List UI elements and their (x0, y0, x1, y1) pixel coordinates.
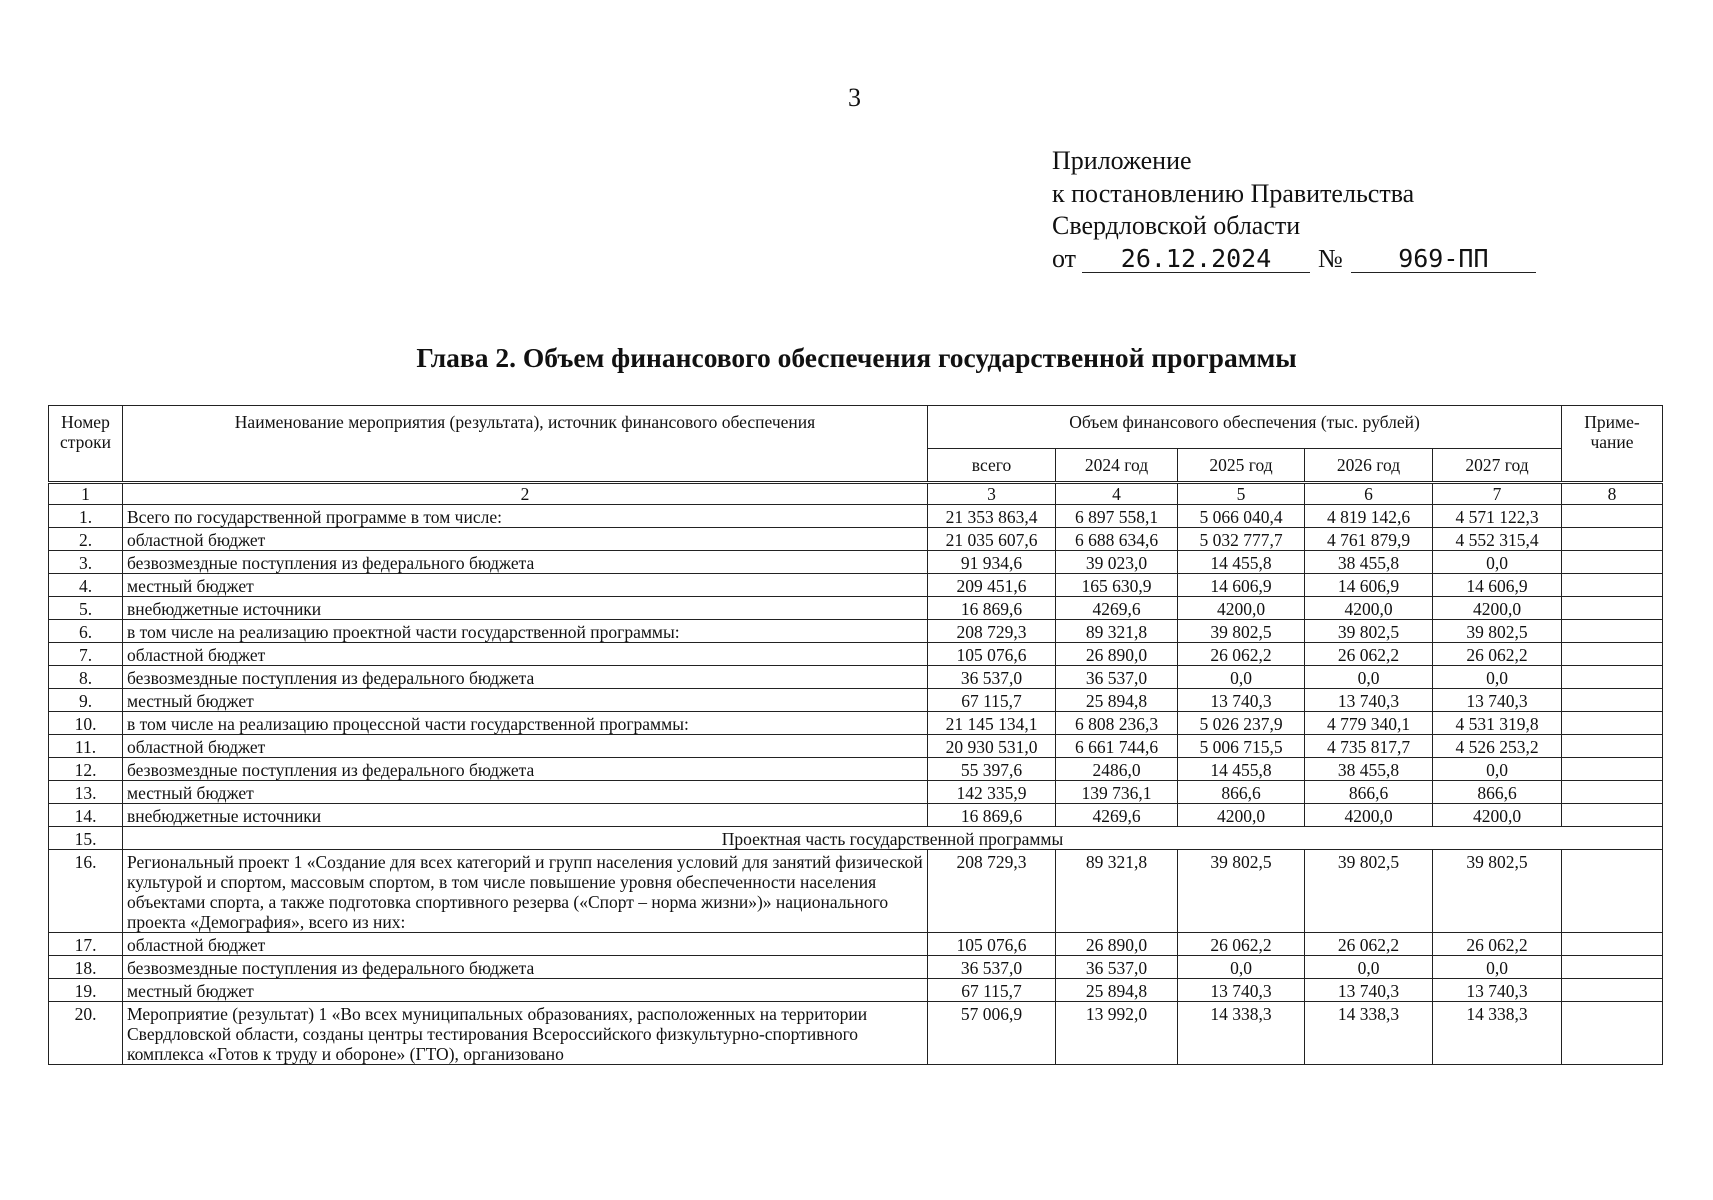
year-2027-cell: 0,0 (1433, 956, 1562, 979)
total-cell: 105 076,6 (928, 643, 1056, 666)
year-2026-cell: 38 455,8 (1305, 758, 1433, 781)
year-2024-cell: 139 736,1 (1056, 781, 1178, 804)
note-cell (1562, 1002, 1663, 1065)
table-row (49, 735, 1663, 758)
year-2026-cell: 4200,0 (1305, 804, 1433, 827)
table-row (49, 781, 1663, 804)
total-cell: 105 076,6 (928, 933, 1056, 956)
year-2027-cell: 13 740,3 (1433, 689, 1562, 712)
year-2024-cell: 36 537,0 (1056, 956, 1178, 979)
note-cell (1562, 528, 1663, 551)
year-2026-cell: 14 606,9 (1305, 574, 1433, 597)
row-number-cell: 1. (49, 505, 123, 528)
year-2026-cell: 38 455,8 (1305, 551, 1433, 574)
header-name: Наименование мероприятия (результата), источник финансового обеспечения (123, 406, 928, 483)
row-number-cell: 12. (49, 758, 123, 781)
table-row (49, 758, 1663, 781)
table-row (49, 643, 1663, 666)
year-2026-cell: 0,0 (1305, 956, 1433, 979)
header-2024: 2024 год (1056, 449, 1178, 483)
from-label: от (1052, 243, 1077, 273)
section-title: Проектная часть государственной программы (123, 827, 1663, 850)
total-cell: 67 115,7 (928, 689, 1056, 712)
table-row (49, 689, 1663, 712)
year-2026-cell: 4 819 142,6 (1305, 505, 1433, 528)
year-2027-cell: 39 802,5 (1433, 620, 1562, 643)
number-label: № (1318, 243, 1343, 273)
header-note: Приме-чание (1562, 406, 1663, 483)
note-cell (1562, 620, 1663, 643)
row-number-cell: 19. (49, 979, 123, 1002)
row-number-cell: 4. (49, 574, 123, 597)
year-2024-cell: 89 321,8 (1056, 850, 1178, 933)
total-cell: 55 397,6 (928, 758, 1056, 781)
header-2026: 2026 год (1305, 449, 1433, 483)
chapter-title: Глава 2. Объем финансового обеспечения государственной программы (416, 342, 1297, 373)
row-name-cell: областной бюджет (123, 528, 928, 551)
year-2025-cell: 13 740,3 (1178, 689, 1305, 712)
year-2024-cell: 39 023,0 (1056, 551, 1178, 574)
total-cell: 21 145 134,1 (928, 712, 1056, 735)
year-2025-cell: 14 606,9 (1178, 574, 1305, 597)
year-2026-cell: 26 062,2 (1305, 933, 1433, 956)
year-2026-cell: 866,6 (1305, 781, 1433, 804)
year-2025-cell: 39 802,5 (1178, 620, 1305, 643)
table-row (49, 528, 1663, 551)
table-row (49, 956, 1663, 979)
row-name-cell: безвозмездные поступления из федерального бюджета (123, 956, 928, 979)
row-name-cell: местный бюджет (123, 689, 928, 712)
year-2027-cell: 13 740,3 (1433, 979, 1562, 1002)
header-2027: 2027 год (1433, 449, 1562, 483)
year-2026-cell: 4 735 817,7 (1305, 735, 1433, 758)
row-name-cell: Мероприятие (результат) 1 «Во всех муниципальных образованиях, расположенных на территории Свердловской области, созданы центры тестирования Всероссийского физкультурно-спортивного комплекса «Готов к труду и обороне» (ГТО), организовано (123, 1002, 928, 1065)
year-2024-cell: 25 894,8 (1056, 979, 1178, 1002)
row-number-cell: 2. (49, 528, 123, 551)
table-row (49, 597, 1663, 620)
row-name-cell: безвозмездные поступления из федерального бюджета (123, 551, 928, 574)
row-number-cell: 20. (49, 1002, 123, 1065)
appendix-block (1052, 145, 1536, 275)
year-2024-cell: 4269,6 (1056, 597, 1178, 620)
year-2026-cell: 0,0 (1305, 666, 1433, 689)
header-volume: Объем финансового обеспечения (тыс. рублей) (928, 406, 1562, 449)
year-2027-cell: 26 062,2 (1433, 933, 1562, 956)
year-2026-cell: 39 802,5 (1305, 620, 1433, 643)
row-number-cell: 8. (49, 666, 123, 689)
total-cell: 208 729,3 (928, 620, 1056, 643)
total-cell: 16 869,6 (928, 804, 1056, 827)
table-row (49, 551, 1663, 574)
year-2027-cell: 4 571 122,3 (1433, 505, 1562, 528)
year-2027-cell: 4 531 319,8 (1433, 712, 1562, 735)
row-number-cell: 6. (49, 620, 123, 643)
year-2024-cell: 26 890,0 (1056, 643, 1178, 666)
year-2027-cell: 4 526 253,2 (1433, 735, 1562, 758)
year-2024-cell: 6 897 558,1 (1056, 505, 1178, 528)
column-number: 8 (1562, 483, 1663, 505)
row-name-cell: областной бюджет (123, 643, 928, 666)
year-2025-cell: 5 032 777,7 (1178, 528, 1305, 551)
year-2026-cell: 4 761 879,9 (1305, 528, 1433, 551)
total-cell: 16 869,6 (928, 597, 1056, 620)
note-cell (1562, 956, 1663, 979)
note-cell (1562, 574, 1663, 597)
row-name-cell: областной бюджет (123, 735, 928, 758)
note-cell (1562, 551, 1663, 574)
decree-date: 26.12.2024 (1082, 246, 1310, 273)
appendix-line-3: Свердловской области (1052, 211, 1301, 240)
row-name-cell: безвозмездные поступления из федерального бюджета (123, 758, 928, 781)
year-2027-cell: 0,0 (1433, 666, 1562, 689)
year-2026-cell: 39 802,5 (1305, 850, 1433, 933)
page-number: 3 (848, 83, 861, 112)
year-2025-cell: 13 740,3 (1178, 979, 1305, 1002)
year-2025-cell: 4200,0 (1178, 804, 1305, 827)
year-2026-cell: 13 740,3 (1305, 979, 1433, 1002)
table-row (49, 804, 1663, 827)
table-row (49, 933, 1663, 956)
year-2025-cell: 866,6 (1178, 781, 1305, 804)
table-row (49, 666, 1663, 689)
total-cell: 36 537,0 (928, 956, 1056, 979)
note-cell (1562, 781, 1663, 804)
row-number-cell: 16. (49, 850, 123, 933)
year-2025-cell: 14 455,8 (1178, 758, 1305, 781)
row-name-cell: внебюджетные источники (123, 597, 928, 620)
year-2027-cell: 4200,0 (1433, 804, 1562, 827)
year-2026-cell: 13 740,3 (1305, 689, 1433, 712)
total-cell: 21 035 607,6 (928, 528, 1056, 551)
year-2027-cell: 866,6 (1433, 781, 1562, 804)
column-number: 1 (49, 483, 123, 505)
year-2027-cell: 0,0 (1433, 551, 1562, 574)
table-row (49, 574, 1663, 597)
year-2024-cell: 4269,6 (1056, 804, 1178, 827)
note-cell (1562, 933, 1663, 956)
table-row (49, 850, 1663, 933)
row-name-cell: внебюджетные источники (123, 804, 928, 827)
year-2027-cell: 14 606,9 (1433, 574, 1562, 597)
year-2025-cell: 26 062,2 (1178, 933, 1305, 956)
note-cell (1562, 804, 1663, 827)
year-2024-cell: 2486,0 (1056, 758, 1178, 781)
appendix-line-2: к постановлению Правительства (1052, 178, 1415, 208)
column-number: 7 (1433, 483, 1562, 505)
total-cell: 67 115,7 (928, 979, 1056, 1002)
column-numbers-row (49, 483, 1663, 505)
row-name-cell: безвозмездные поступления из федерального бюджета (123, 666, 928, 689)
note-cell (1562, 689, 1663, 712)
year-2025-cell: 39 802,5 (1178, 850, 1305, 933)
header-total: всего (928, 449, 1056, 483)
note-cell (1562, 505, 1663, 528)
row-name-cell: Всего по государственной программе в том числе: (123, 505, 928, 528)
header-row-number: Номер строки (49, 406, 123, 483)
total-cell: 21 353 863,4 (928, 505, 1056, 528)
total-cell: 91 934,6 (928, 551, 1056, 574)
note-cell (1562, 735, 1663, 758)
column-number: 6 (1305, 483, 1433, 505)
note-cell (1562, 666, 1663, 689)
total-cell: 208 729,3 (928, 850, 1056, 933)
year-2025-cell: 14 455,8 (1178, 551, 1305, 574)
row-number-cell: 5. (49, 597, 123, 620)
row-name-cell: местный бюджет (123, 781, 928, 804)
year-2025-cell: 4200,0 (1178, 597, 1305, 620)
row-number-cell: 9. (49, 689, 123, 712)
row-name-cell: местный бюджет (123, 979, 928, 1002)
note-cell (1562, 597, 1663, 620)
table-row (49, 979, 1663, 1002)
row-name-cell: в том числе на реализацию процессной части государственной программы: (123, 712, 928, 735)
year-2024-cell: 25 894,8 (1056, 689, 1178, 712)
total-cell: 36 537,0 (928, 666, 1056, 689)
column-number: 3 (928, 483, 1056, 505)
column-number: 2 (123, 483, 928, 505)
column-number: 4 (1056, 483, 1178, 505)
year-2027-cell: 0,0 (1433, 758, 1562, 781)
appendix-line-1: Приложение (1052, 146, 1192, 175)
note-cell (1562, 850, 1663, 933)
note-cell (1562, 643, 1663, 666)
year-2024-cell: 89 321,8 (1056, 620, 1178, 643)
row-name-cell: областной бюджет (123, 933, 928, 956)
row-number-cell: 17. (49, 933, 123, 956)
year-2025-cell: 14 338,3 (1178, 1002, 1305, 1065)
year-2027-cell: 4200,0 (1433, 597, 1562, 620)
year-2025-cell: 5 006 715,5 (1178, 735, 1305, 758)
note-cell (1562, 758, 1663, 781)
row-number-cell: 14. (49, 804, 123, 827)
year-2026-cell: 4 779 340,1 (1305, 712, 1433, 735)
appendix-date-line (1052, 243, 1536, 276)
row-name-cell: в том числе на реализацию проектной части государственной программы: (123, 620, 928, 643)
total-cell: 20 930 531,0 (928, 735, 1056, 758)
year-2025-cell: 0,0 (1178, 956, 1305, 979)
total-cell: 209 451,6 (928, 574, 1056, 597)
year-2024-cell: 26 890,0 (1056, 933, 1178, 956)
year-2024-cell: 13 992,0 (1056, 1002, 1178, 1065)
year-2025-cell: 5 066 040,4 (1178, 505, 1305, 528)
table-row (49, 712, 1663, 735)
year-2027-cell: 14 338,3 (1433, 1002, 1562, 1065)
header-2025: 2025 год (1178, 449, 1305, 483)
year-2024-cell: 6 808 236,3 (1056, 712, 1178, 735)
row-number-cell: 11. (49, 735, 123, 758)
year-2027-cell: 39 802,5 (1433, 850, 1562, 933)
row-number-cell: 7. (49, 643, 123, 666)
row-name-cell: Региональный проект 1 «Создание для всех категорий и групп населения условий для занятий физической культурой и спортом, массовым спортом, в том числе повышение уровня обеспеченности населения объектами спорта, а также подготовка спортивного резерва («Спорт – норма жизни»)» национального проекта «Демография», всего из них: (123, 850, 928, 933)
row-number-cell: 3. (49, 551, 123, 574)
year-2026-cell: 4200,0 (1305, 597, 1433, 620)
year-2026-cell: 14 338,3 (1305, 1002, 1433, 1065)
row-number-cell: 15. (49, 827, 123, 850)
year-2025-cell: 26 062,2 (1178, 643, 1305, 666)
year-2024-cell: 6 661 744,6 (1056, 735, 1178, 758)
year-2026-cell: 26 062,2 (1305, 643, 1433, 666)
section-row (49, 827, 1663, 850)
year-2025-cell: 5 026 237,9 (1178, 712, 1305, 735)
row-number-cell: 18. (49, 956, 123, 979)
year-2024-cell: 165 630,9 (1056, 574, 1178, 597)
row-name-cell: местный бюджет (123, 574, 928, 597)
year-2027-cell: 26 062,2 (1433, 643, 1562, 666)
year-2024-cell: 36 537,0 (1056, 666, 1178, 689)
table-row (49, 1002, 1663, 1065)
note-cell (1562, 979, 1663, 1002)
table-row (49, 505, 1663, 528)
total-cell: 57 006,9 (928, 1002, 1056, 1065)
note-cell (1562, 712, 1663, 735)
year-2025-cell: 0,0 (1178, 666, 1305, 689)
row-number-cell: 10. (49, 712, 123, 735)
finance-table (48, 405, 1663, 1065)
year-2024-cell: 6 688 634,6 (1056, 528, 1178, 551)
total-cell: 142 335,9 (928, 781, 1056, 804)
column-number: 5 (1178, 483, 1305, 505)
table-row (49, 620, 1663, 643)
year-2027-cell: 4 552 315,4 (1433, 528, 1562, 551)
row-number-cell: 13. (49, 781, 123, 804)
decree-number: 969-ПП (1351, 246, 1536, 273)
